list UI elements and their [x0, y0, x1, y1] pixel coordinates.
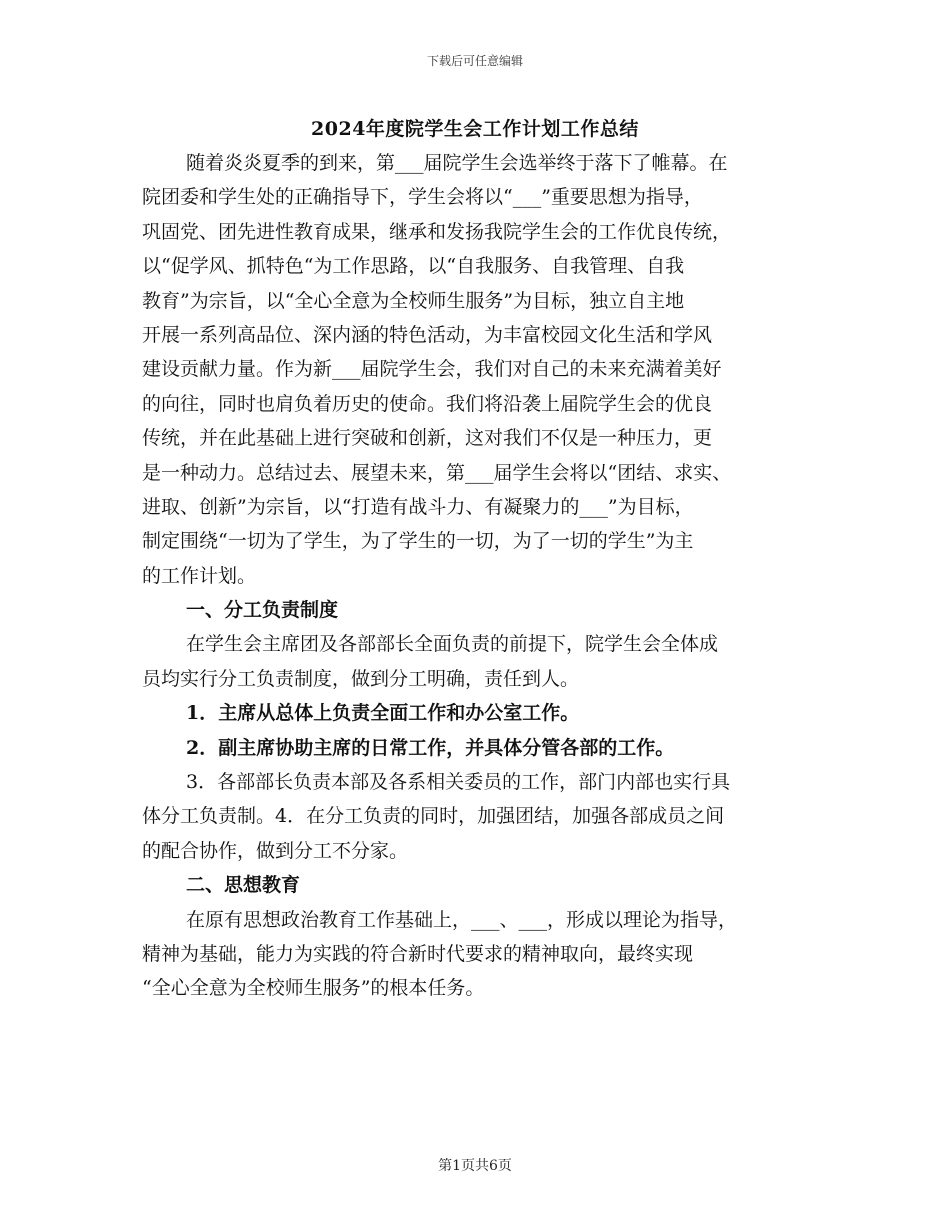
body-line: 在学生会主席团及各部部长全面负责的前提下，院学生会全体成 — [186, 633, 719, 656]
body-line: 随着炎炎夏季的到来，第___届院学生会选举终于落下了帷幕。在 — [186, 152, 728, 174]
body-line: 在原有思想政治教育工作基础上，___、___，形成以理论为指导， — [186, 908, 738, 931]
body-line: 建设贡献力量。作为新___届院学生会，我们对自己的未来充满着美好 — [142, 358, 722, 381]
section-heading: 二、思想教育 — [186, 874, 301, 897]
numbered-item: 2．副主席协助主席的日常工作，并具体分管各部的工作。 — [186, 736, 675, 759]
page-footer: 第1页共6页 — [438, 1158, 512, 1174]
body-line: 制定围绕“一切为了学生，为了学生的一切，为了一切的学生”为主 — [142, 530, 694, 553]
body-line: 进取、创新”为宗旨，以“打造有战斗力、有凝聚力的___”为目标， — [142, 495, 694, 518]
body-line: 的配合协作，做到分工不分家。 — [142, 839, 409, 862]
body-line: 院团委和学生处的正确指导下，学生会将以“___”重要思想为指导， — [142, 186, 703, 209]
body-line: “全心全意为全校师生服务”的根本任务。 — [142, 977, 485, 1000]
body-line: 以“促学风、抓特色“为工作思路，以“自我服务、自我管理、自我 — [142, 255, 685, 278]
section-heading: 一、分工负责制度 — [186, 599, 339, 622]
body-line: 是一种动力。总结过去、展望未来，第___届学生会将以“团结、求实、 — [142, 461, 732, 484]
body-line: 的工作计划。 — [142, 564, 257, 587]
body-line: 开展一系列高品位、深内涵的特色活动，为丰富校园文化生活和学风 — [142, 323, 713, 346]
body-line: 教育”为宗旨，以“全心全意为全校师生服务”为目标，独立自主地 — [142, 289, 685, 312]
numbered-item: 1．主席从总体上负责全面工作和办公室工作。 — [186, 702, 580, 725]
body-line: 员均实行分工负责制度，做到分工明确，责任到人。 — [142, 667, 580, 690]
body-line: 传统，并在此基础上进行突破和创新，这对我们不仅是一种压力，更 — [142, 427, 713, 450]
document-body — [142, 146, 822, 1006]
body-line: 体分工负责制。4．在分工负责的同时，加强团结，加强各部成员之间 — [142, 805, 725, 828]
document-title: 2024年度院学生会工作计划工作总结 — [311, 118, 639, 140]
body-line: 的向往，同时也肩负着历史的使命。我们将沿袭上届院学生会的优良 — [142, 392, 713, 415]
body-line: 精神为基础，能力为实践的符合新时代要求的精神取向，最终实现 — [142, 942, 694, 965]
body-line: 巩固党、团先进性教育成果，继承和发扬我院学生会的工作优良传统， — [142, 220, 732, 243]
body-line: 3．各部部长负责本部及各系相关委员的工作，部门内部也实行具 — [186, 771, 731, 794]
header-note: 下载后可任意编辑 — [426, 54, 523, 68]
